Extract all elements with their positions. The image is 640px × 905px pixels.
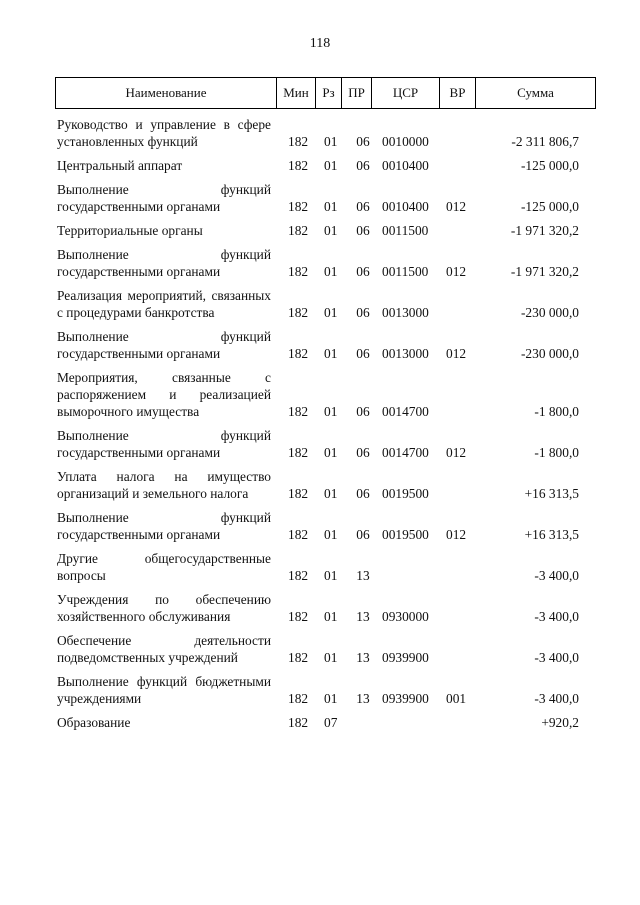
row-sum: -125 000,0	[520, 158, 579, 173]
row-pr: 06	[356, 223, 370, 238]
table-row	[57, 673, 597, 707]
table-row	[57, 632, 597, 666]
row-csr: 0019500	[382, 486, 429, 501]
row-csr: 0010400	[382, 158, 429, 173]
table-row	[57, 369, 597, 420]
row-csr: 0011500	[382, 223, 429, 238]
row-min: 182	[288, 158, 309, 173]
row-sum: +920,2	[541, 715, 579, 730]
row-sum: -3 400,0	[534, 650, 579, 665]
row-sum: -1 971 320,2	[510, 223, 579, 238]
row-csr: 0014700	[382, 445, 429, 460]
row-name: Выполнение функций государственными органами	[57, 510, 271, 542]
row-min: 182	[288, 223, 309, 238]
row-rz: 01	[324, 486, 338, 501]
row-name: Уплата налога на имущество организаций и земельного налога	[57, 469, 271, 501]
row-rz: 07	[324, 715, 338, 730]
header-pr: ПР	[342, 78, 372, 108]
table-header	[55, 77, 596, 109]
row-name: Руководство и управление в сфере установленных функций	[57, 117, 271, 149]
row-pr: 06	[356, 199, 370, 214]
header-rz: Рз	[316, 78, 342, 108]
row-min: 182	[288, 199, 309, 214]
row-name: Центральный аппарат	[57, 158, 183, 173]
row-min: 182	[288, 346, 309, 361]
row-rz: 01	[324, 404, 338, 419]
row-pr: 06	[356, 305, 370, 320]
row-pr: 06	[356, 445, 370, 460]
table-row	[57, 181, 597, 215]
row-rz: 01	[324, 609, 338, 624]
page-number: 118	[309, 36, 331, 51]
row-sum: -1 971 320,2	[510, 264, 579, 279]
table-row	[57, 328, 597, 362]
row-pr: 06	[356, 486, 370, 501]
row-pr: 13	[356, 650, 370, 665]
row-min: 182	[288, 486, 309, 501]
table-row	[57, 157, 597, 174]
row-pr: 06	[356, 158, 370, 173]
row-csr: 0014700	[382, 404, 429, 419]
row-name: Обеспечение деятельности подведомственных учреждений	[57, 633, 271, 665]
row-rz: 01	[324, 199, 338, 214]
header-vr: ВР	[440, 78, 476, 108]
row-rz: 01	[324, 527, 338, 542]
row-vr: 012	[446, 264, 467, 279]
row-rz: 01	[324, 650, 338, 665]
row-min: 182	[288, 305, 309, 320]
row-rz: 01	[324, 134, 338, 149]
table-row	[57, 550, 597, 584]
row-min: 182	[288, 609, 309, 624]
row-csr: 0939900	[382, 691, 429, 706]
table-row	[57, 591, 597, 625]
table-row	[57, 222, 597, 239]
row-vr: 012	[446, 445, 467, 460]
row-rz: 01	[324, 305, 338, 320]
table-row	[57, 468, 597, 502]
row-sum: -1 800,0	[534, 404, 579, 419]
row-name: Выполнение функций государственными органами	[57, 182, 271, 214]
header-csr: ЦСР	[372, 78, 440, 108]
row-sum: -1 800,0	[534, 445, 579, 460]
row-vr: 012	[446, 199, 467, 214]
row-sum: -2 311 806,7	[511, 134, 579, 149]
row-name: Образование	[57, 715, 131, 730]
row-sum: +16 313,5	[524, 486, 579, 501]
row-csr: 0010400	[382, 199, 429, 214]
row-pr: 06	[356, 134, 370, 149]
row-name: Выполнение функций государственными органами	[57, 247, 271, 279]
row-name: Выполнение функций государственными органами	[57, 329, 271, 361]
row-sum: -230 000,0	[520, 305, 579, 320]
row-min: 182	[288, 691, 309, 706]
row-min: 182	[288, 264, 309, 279]
row-min: 182	[288, 527, 309, 542]
row-min: 182	[288, 715, 309, 730]
row-pr: 06	[356, 527, 370, 542]
row-csr: 0930000	[382, 609, 429, 624]
row-sum: -230 000,0	[520, 346, 579, 361]
row-sum: -125 000,0	[520, 199, 579, 214]
row-name: Территориальные органы	[57, 223, 203, 238]
table-row	[57, 427, 597, 461]
table-row	[57, 246, 597, 280]
row-vr: 001	[446, 691, 467, 706]
row-vr: 012	[446, 527, 467, 542]
row-min: 182	[288, 445, 309, 460]
row-min: 182	[288, 404, 309, 419]
table-row	[57, 509, 597, 543]
row-rz: 01	[324, 158, 338, 173]
row-pr: 13	[356, 691, 370, 706]
header-sum: Сумма	[517, 85, 554, 100]
row-sum: -3 400,0	[534, 609, 579, 624]
row-rz: 01	[324, 264, 338, 279]
row-name: Мероприятия, связанные с распоряжением и реализацией выморочного имущества	[57, 370, 271, 419]
row-csr: 0939900	[382, 650, 429, 665]
row-vr: 012	[446, 346, 467, 361]
row-name: Другие общегосударственные вопросы	[57, 551, 271, 583]
table-body	[57, 116, 597, 738]
row-rz: 01	[324, 346, 338, 361]
row-rz: 01	[324, 445, 338, 460]
row-sum: -3 400,0	[534, 568, 579, 583]
row-pr: 13	[356, 568, 370, 583]
row-rz: 01	[324, 691, 338, 706]
row-sum: +16 313,5	[524, 527, 579, 542]
table-row	[57, 116, 597, 150]
row-pr: 13	[356, 609, 370, 624]
row-min: 182	[288, 568, 309, 583]
header-min: Мин	[277, 78, 316, 108]
row-pr: 06	[356, 404, 370, 419]
row-csr: 0013000	[382, 346, 429, 361]
row-csr: 0011500	[382, 264, 429, 279]
table-row	[57, 287, 597, 321]
row-rz: 01	[324, 568, 338, 583]
row-csr: 0013000	[382, 305, 429, 320]
row-sum: -3 400,0	[534, 691, 579, 706]
row-min: 182	[288, 650, 309, 665]
row-rz: 01	[324, 223, 338, 238]
row-pr: 06	[356, 346, 370, 361]
row-pr: 06	[356, 264, 370, 279]
row-name: Выполнение функций бюджетными учреждениями	[57, 674, 271, 706]
table-row	[57, 714, 597, 731]
row-csr: 0010000	[382, 134, 429, 149]
row-name: Выполнение функций государственными органами	[57, 428, 271, 460]
row-min: 182	[288, 134, 309, 149]
row-csr: 0019500	[382, 527, 429, 542]
row-name: Реализация мероприятий, связанных с процедурами банкротства	[57, 288, 271, 320]
header-name: Наименование	[56, 78, 277, 108]
row-name: Учреждения по обеспечению хозяйственного обслуживания	[57, 592, 271, 624]
